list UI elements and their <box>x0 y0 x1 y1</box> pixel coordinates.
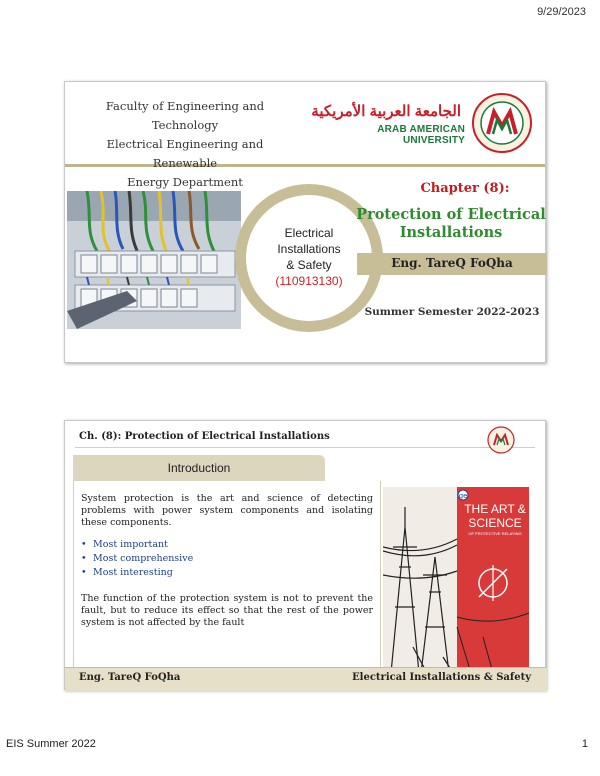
chapter-title-line-1: Protection of Electrical <box>356 206 546 223</box>
electrical-panel-photo <box>67 191 241 329</box>
title-slide <box>64 81 546 363</box>
slide-header <box>75 431 535 448</box>
book-subtitle: OF PROTECTIVE RELAYING <box>468 531 522 536</box>
book-title-line-2: SCIENCE <box>468 516 522 530</box>
slide-footer-course: Electrical Installations & Safety <box>352 672 531 683</box>
chapter-title <box>355 206 547 242</box>
university-name-arabic: الجامعة العربية الأمريكية <box>311 103 461 120</box>
function-paragraph: The function of the protection system is not to prevent the fault, but to reduce its effect so that the rest of the power system is not affected by the fault <box>81 593 373 628</box>
bullet-list <box>81 538 281 580</box>
course-name-line-1: Electrical <box>284 226 334 240</box>
intro-paragraph: System protection is the art and science of detecting problems with power system components and isolating these components. <box>81 493 373 528</box>
chapter-number: Chapter (8): <box>420 181 510 196</box>
document-footer-label: EIS Summer 2022 <box>6 738 96 750</box>
semester: Summer Semester 2022-2023 <box>364 306 540 318</box>
slide-footer-author: Eng. TareQ FoQha <box>79 672 181 683</box>
university-logo-icon <box>471 92 533 154</box>
list-item: • Most interesting <box>81 566 281 580</box>
author-name: Eng. TareQ FoQha <box>391 256 513 270</box>
faculty-line-2: Electrical Engineering and Renewable <box>106 137 264 170</box>
university-logo-small-icon <box>487 426 515 454</box>
course-name-line-3: & Safety <box>286 258 332 272</box>
chapter-title-line-2: Installations <box>399 224 503 241</box>
faculty-line-3: Energy Department <box>127 175 243 189</box>
section-title: Introduction <box>167 461 231 475</box>
university-name-english: ARAB AMERICAN UNIVERSITY <box>377 124 465 146</box>
list-item: • Most important <box>81 538 281 552</box>
slide-header-title: Ch. (8): Protection of Electrical Installations <box>79 431 330 442</box>
course-code: (110913130) <box>275 274 343 288</box>
faculty-line-1: Faculty of Engineering and Technology <box>105 99 265 132</box>
list-item: • Most comprehensive <box>81 552 281 566</box>
svg-text:ge: ge <box>458 492 468 500</box>
introduction-slide <box>64 420 546 690</box>
book-title-line-1: THE ART & <box>464 502 526 516</box>
course-name-line-2: Installations <box>277 242 341 256</box>
faculty-name <box>75 97 295 192</box>
book-cover-image <box>383 487 529 673</box>
print-date: 9/29/2023 <box>537 6 586 18</box>
page-number: 1 <box>581 738 588 750</box>
course-name <box>246 225 372 289</box>
